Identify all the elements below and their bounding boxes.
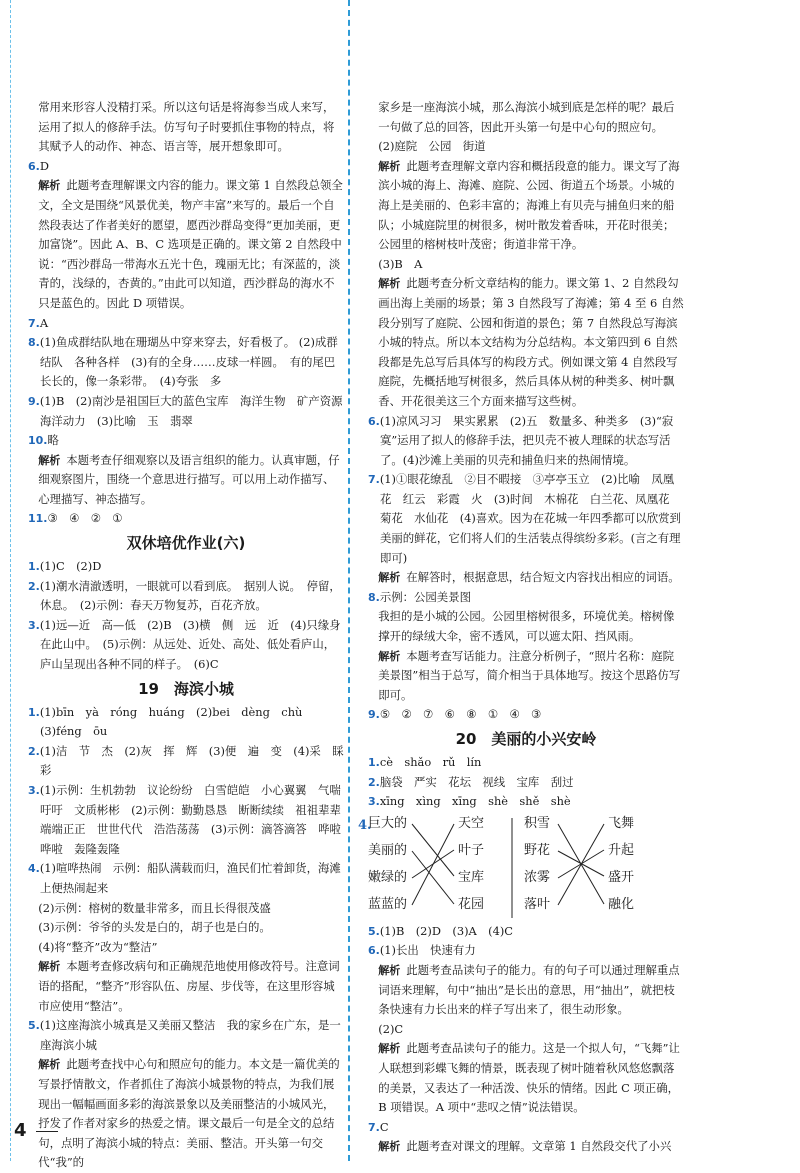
page-number: 4 <box>14 1120 27 1141</box>
s2-answer-4d: (4)将“整齐”改为“整洁” <box>38 939 158 954</box>
analysis-5-2: 解析 此题考查理解文章内容和概括段意的能力。课文写了海滨小城的海上、海滩、庭院、公园、街道五个场景。小城的海上是美丽的、色彩丰富的；海滩上有贝壳与捕鱼归来的船队；小城庭院里的树很多，树叶散发着香味，开花时很美；公园里的榕树枝叶茂密；街道非常干净。 <box>378 158 680 252</box>
left-column <box>28 98 355 1173</box>
t-answer-1: 1.cè shǎo rǔ lín <box>368 755 482 769</box>
s2-answer-5: 5.(1)这座海滨小城真是又美丽又整洁 我的家乡在广东，是一座海滨小城 <box>28 1018 341 1052</box>
answer-7: 7.(1)①眼花缭乱 ②目不暇接 ③亭亭玉立 (2)比喻 凤凰花 红云 彩霞 火 (3)时间 木棉花 白兰花、凤凰花 菊花 水仙花 (4)喜欢。因为在花城一年四季都可以欣赏到美丽的鲜花，它们将人们的生活装点得缤纷多彩。(言之有理即可) <box>368 472 681 565</box>
text-line: 运用了拟人的修辞手法。仿写句子时要抓住事物的特点，将 <box>38 119 335 134</box>
match-left-b-2: 宝库 <box>458 869 485 885</box>
text-line: 家乡是一座海滨小城，那么海滨小城到底是怎样的呢？最后一句做了总的回答，因此开头第一句是中心句的照应句。 <box>378 100 675 134</box>
analysis-6: 解析 此题考查理解课文内容的能力。课文第 1 自然段总领全文，全文是围绕“风景优美，物产丰富”来写的。最后一个自然段表达了作者美好的愿望，愿西沙群岛变得“更加美丽，更加富饶”。因此 A、B、C 选项是正确的。课文第 2 自然段中说：“西沙群岛一带海水五光十色，瑰丽无比；有深蓝的，淡青的，浅绿的，杏黄的。”由此可以知道，西沙群岛的海水不只是蓝色的。因此 D 项错误。 <box>38 178 343 310</box>
s1-answer-1: 1.(1)C (2)D <box>28 559 102 574</box>
match-right-a-0: 积雪 <box>524 815 551 831</box>
s2-answer-3: 3.(1)示例：生机勃勃 议论纷纷 白雪皑皑 小心翼翼 气喘吁吁 文质彬彬 (2)示例：勤勤恳恳 断断续续 祖祖辈辈 端端正正 世世代代 浩浩荡荡 (3)示例：滴答滴答 哗啦哗啦 轰隆轰隆 <box>28 783 353 856</box>
t-analysis-7: 解析 此题考查对课文的理解。文章第 1 自然段交代了小兴 <box>378 1139 672 1154</box>
match-right-a-2: 浓雾 <box>524 869 551 885</box>
s2-analysis-4: 解析 本题考查修改病句和正确规范地使用修改符号。注意词语的搭配，“整齐”形容队伍、房屋、步伐等，在这里形容城市应使用“整洁”。 <box>38 959 340 1013</box>
s2-answer-2: 2.(1)洁 节 杰 (2)灰 挥 辉 (3)便 遍 变 (4)采 睬 彩 <box>28 743 355 778</box>
s1-answer-2: 2.(1)潮水清澈透明，一眼就可以看到底。 据别人说。 停留，休息。 (2)示例：春天万物复苏，百花齐放。 <box>28 578 341 613</box>
text-line: 常用来形容人没精打采。所以这句话是将海参当成人来写， <box>38 100 335 114</box>
t-answer-3: 3.xīng xìng xīng shè shě shè <box>368 794 571 809</box>
match-left-a-3: 蓝蓝的 <box>368 896 408 912</box>
answer-9: 9.⑤ ② ⑦ ⑥ ⑧ ① ④ ③ <box>368 707 542 722</box>
match-right-a-3: 落叶 <box>524 896 551 912</box>
match-right-a-1: 野花 <box>524 842 551 858</box>
match-left-b-3: 花园 <box>458 896 485 912</box>
text-line: 其赋予人的动作、神态、语言等，展开想象即可。 <box>38 139 289 154</box>
t-analysis-6b: 解析 此题考查品读句子的能力。这是一个拟人句，“飞舞”让人联想到彩蝶飞舞的情景，既表现了树叶随着秋风悠悠飘落的美景，又表达了一种活泼、快乐的情绪。因此 C 项正确，B 项错误。A 项中“悲叹之情”说法错误。 <box>378 1041 680 1115</box>
answer-6: 6.D <box>28 158 49 173</box>
question-number: 4. <box>358 817 372 833</box>
analysis-8: 解析 本题考查写话能力。注意分析例子，“照片名称：庭院美景图”相当于总写，简介相当于具体地写。按这个思路仿写即可。 <box>378 648 681 702</box>
s2-answer-4b: (2)示例：榕树的数量非常多，而且长得很茂盛 <box>38 900 271 915</box>
answer-6: 6.(1)凉风习习 果实累累 (2)五 数量多、种类多 (3)“寂寞”运用了拟人的修辞手法，把贝壳不被人理睬的状态写活了。(4)沙滩上美丽的贝壳和捕鱼归来的热闹情境。 <box>368 413 674 467</box>
match-right-b-1: 升起 <box>608 842 635 858</box>
t-analysis-6: 解析 此题考查品读句子的能力。有的句子可以通过理解重点词语来理解，句中“抽出”是长出的意思，用“抽出”，就把枝条快速有力长出来的样子写出来了，很生动形象。 <box>378 962 680 1017</box>
match-left-b-1: 叶子 <box>458 842 485 858</box>
column-divider <box>348 0 350 1161</box>
answer-9: 9.(1)B (2)南沙是祖国巨大的蓝色宝库 海洋生物 矿产资源 海洋动力 (3)比喻 玉 翡翠 <box>28 393 354 428</box>
match-right-b-2: 盛开 <box>608 869 635 885</box>
answer-7: 7.A <box>28 315 49 330</box>
s2-answer-4c: (3)示例：爷爷的头发是白的，胡子也是白的。 <box>38 920 271 935</box>
section-title-19: 19 海滨小城 <box>138 679 234 698</box>
answer-8: 8.示例：公园美景图 <box>368 589 471 604</box>
t-answer-6b: (2)C <box>378 1021 404 1036</box>
t-answer-7: 7.C <box>368 1119 389 1134</box>
answer-5-2: (2)庭院 公园 街道 <box>378 139 486 154</box>
answer-8b: 我担的是小城的公园。公园里榕树很多，环境优美。榕树像撑开的绿绒大伞，密不透风，可以遮太阳、挡风雨。 <box>378 609 675 644</box>
t-answer-5: 5.(1)B (2)D (3)A (4)C <box>368 923 513 938</box>
matching-answer <box>358 814 684 922</box>
answer-8: 8.(1)鱼成群结队地在珊瑚丛中穿来穿去，好看极了。 (2)成群结队 各种各样 (3)有的全身……皮球一样圆。 有的尾巴长长的，像一条彩带。 (4)夸张 多 <box>28 335 338 389</box>
analysis-7: 解析 在解答时，根据意思，结合短文内容找出相应的词语。 <box>378 570 680 585</box>
match-left-a-2: 嫩绿的 <box>368 869 408 885</box>
match-right-b-0: 飞舞 <box>608 815 635 831</box>
page-number-dash <box>36 1131 58 1132</box>
section-title-20: 20 美丽的小兴安岭 <box>455 730 597 748</box>
match-left-a-1: 美丽的 <box>368 842 408 858</box>
s2-answer-1: 1.(1)bīn yà róng huáng (2)bei dèng chù (3)féng ōu <box>28 704 314 739</box>
s2-answer-4: 4.(1)喧哗热闹 示例：船队满载而归，渔民们忙着卸货，海滩上便热闹起来 <box>28 861 341 895</box>
s2-analysis-5: 解析 此题考查找中心句和照应句的能力。本文是一篇优美的写景抒情散文，作者抓住了海滨小城景物的特点，为我们展现出一幅幅画面多彩的海滨景象以及美丽整洁的小城风光，抒发了作者对家乡的热爱之情。课文最后一句是全文的总结句，点明了海滨小城的特点：美丽、整洁。开头第一句交代“我”的 <box>38 1057 340 1170</box>
left-margin-line <box>10 0 11 1161</box>
match-right-b-3: 融化 <box>608 896 635 912</box>
analysis-10: 解析 本题考查仔细观察以及语言组织的能力。认真审题，仔细观察图片，围绕一个意思进行描写。可以用上动作描写、心理描写、神态描写。 <box>38 452 340 506</box>
section-title-weekend: 双休培优作业(六) <box>126 534 246 553</box>
answer-5-3: (3)B A <box>378 256 423 271</box>
match-left-b-0: 天空 <box>458 815 485 831</box>
s1-answer-3: 3.(1)远—近 高—低 (2)B (3)横 侧 远 近 (4)只缘身在此山中。 (5)示例：从远处、近处、高处、低处看庐山，庐山呈现出各种不同的样子。 (6)C <box>28 617 341 672</box>
right-column <box>358 98 684 1157</box>
analysis-5-3: 解析 此题考查分析文章结构的能力。课文第 1、2 自然段勾画出海上美丽的场景；第 3 自然段写了海滩；第 4 至 6 自然段分别写了庭院、公园和街道的景色；第 7 自然段总写海滨小城的特点。所以本文结构为分总结构。本文第四到 6 自然段都是先总写后具体写的构段方式。例如课文第 4 自然段写庭院，先概括地写树很多，然后具体从树的种类多、树叶飘香、开花很美这三个方面来描写这些树。 <box>378 276 684 408</box>
match-left-a-0: 巨大的 <box>368 815 408 831</box>
answer-11: 11.③ ④ ② ① <box>28 511 123 526</box>
t-answer-2: 2.脑袋 严实 花坛 视线 宝库 刮过 <box>368 774 574 789</box>
answer-10: 10.略 <box>28 433 59 448</box>
t-answer-6: 6.(1)长出 快速有力 <box>368 943 476 958</box>
